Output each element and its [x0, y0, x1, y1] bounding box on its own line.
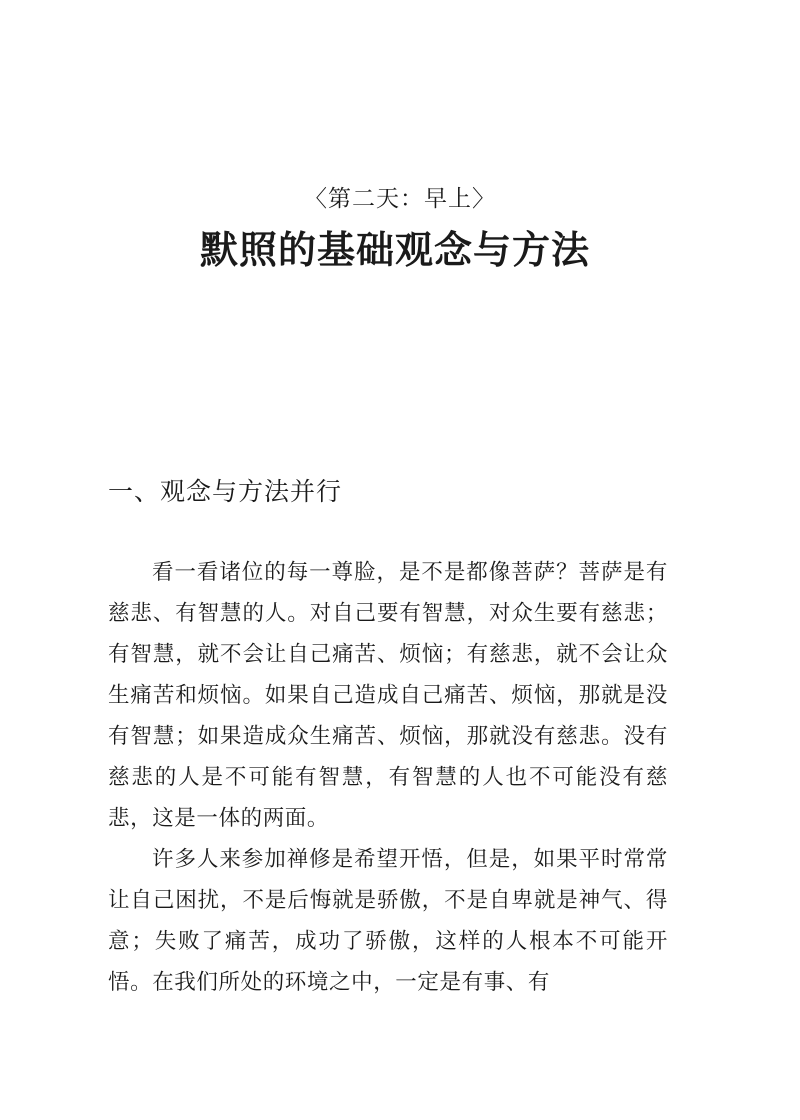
paragraph: 看一看诸位的每一尊脸，是不是都像菩萨？菩萨是有慈悲、有智慧的人。对自己要有智慧，对众生要有慈悲；有智慧，就不会让自己痛苦、烦恼；有慈悲，就不会让众生痛苦和烦恼。如果自己造成自己痛苦、烦恼，那就是没有智慧；如果造成众生痛苦、烦恼，那就没有慈悲。没有慈悲的人是不可能有智慧，有智慧的人也不可能没有慈悲，这是一体的两面。 [108, 560, 668, 831]
paragraph: 许多人来参加禅修是希望开悟，但是，如果平时常常让自己困扰，不是后悔就是骄傲，不是自卑就是神气、得意；失败了痛苦，成功了骄傲，这样的人根本不可能开悟。在我们所处的环境之中，一定是有事、有 [108, 847, 668, 995]
body-text [108, 552, 668, 1003]
chapter-subtitle: 〈第二天：早上〉 [304, 186, 496, 212]
section-heading: 一、观念与方法并行 [108, 477, 343, 506]
chapter-title: 默照的基础观念与方法 [199, 227, 590, 272]
